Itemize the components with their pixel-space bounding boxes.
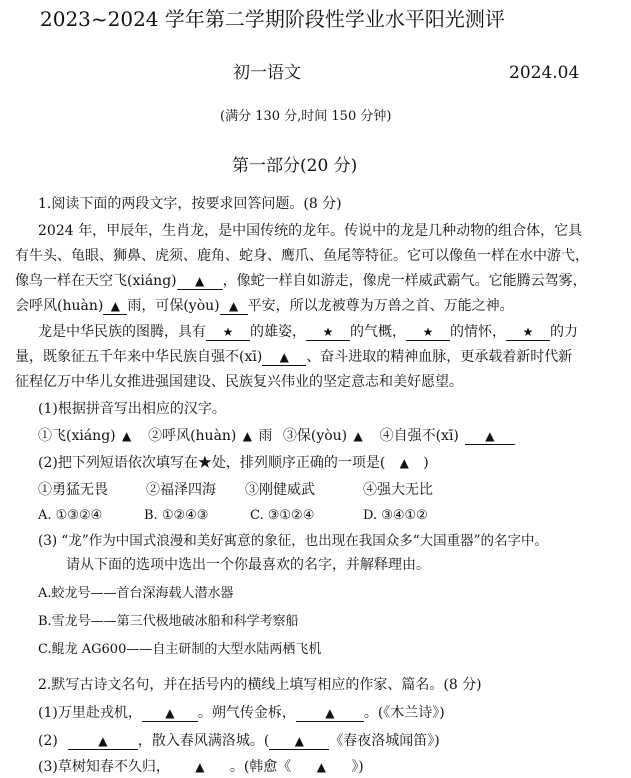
exam-title: 2023~2024 学年第二学期阶段性学业水平阳光测评 [40, 7, 505, 31]
text-span: 像鸟一样在天空飞(xiáng) [15, 273, 177, 289]
triangle-mark: ▲ [228, 299, 239, 313]
q1-para2-line3: 征程亿万中华儿女推进强国建设、民族复兴伟业的坚定意志和美好愿望。 [15, 374, 463, 390]
answer-blank[interactable] [465, 428, 515, 445]
text-span: 雨 [258, 428, 273, 444]
triangle-mark: ▲ [353, 429, 363, 443]
q1-para2-line1 [38, 322, 578, 342]
answer-blank[interactable] [206, 324, 250, 341]
exam-info: (满分 130 分,时间 150 分钟) [220, 109, 392, 124]
text-span: 。(《木兰诗》) [363, 705, 445, 721]
answer-blank[interactable] [296, 705, 364, 722]
q2-stem: 2.默写古诗文名句，并在括号内的横线上填写相应的作家、篇名。(8 分) [38, 677, 482, 693]
star-mark: ★ [522, 325, 534, 339]
star-mark: ★ [422, 325, 434, 339]
q2-line1 [38, 703, 445, 723]
q1-para1-line2: 有牛头、龟眼、狮鼻、虎须、鹿角、蛇身、鹰爪、鱼尾等特征。它可以像鱼一样在水中游弋， [15, 248, 589, 264]
triangle-mark: ▲ [165, 706, 175, 720]
q1-sub2-phrase-3: ③刚健威武 [245, 482, 315, 498]
q1-sub2-phrase-1: ①勇猛无畏 [38, 482, 108, 498]
text-span: 的情怀， [450, 324, 506, 340]
text-span: ，散入春风满洛城。( [137, 733, 270, 749]
q1-para2-line2 [15, 347, 572, 367]
answer-blank[interactable] [506, 324, 550, 341]
answer-blank[interactable] [142, 705, 198, 722]
subject-title: 初一语文 [233, 63, 301, 83]
triangle-mark: ▲ [110, 299, 120, 313]
text-span: 。(韩愈《 [229, 759, 292, 775]
triangle-mark: ▲ [195, 274, 205, 288]
text-span: 》) [351, 759, 364, 775]
text-span: (2)把下列短语依次填写在★处，排列顺序正确的一项是( [38, 455, 386, 471]
triangle-mark: ▲ [316, 760, 326, 774]
star-mark: ★ [222, 325, 234, 339]
triangle-mark: ▲ [294, 734, 304, 748]
q1-sub1-prompt: (1)根据拼音写出相应的汉字。 [38, 401, 226, 417]
text-span: 龙是中华民族的图腾，具有 [38, 324, 206, 340]
answer-blank[interactable] [116, 428, 138, 444]
q1-sub3-prompt-line1: (3) “龙”作为中国式浪漫和美好寓意的象征，也出现在我国众多“大国重器”的名字中。 [38, 533, 549, 549]
text-span: ②呼风(huàn) [148, 428, 237, 444]
text-span: 平安，所以龙被尊为万兽之首、万能之神。 [247, 298, 514, 314]
triangle-mark: ▲ [485, 429, 495, 443]
q1-para1-line4 [15, 296, 514, 316]
triangle-mark: ▲ [122, 429, 132, 443]
q1-sub2-phrase-4: ④强大无比 [363, 482, 433, 498]
q1-para1-line3 [15, 271, 587, 291]
text-span: 雨，可保(yòu) [127, 298, 220, 314]
triangle-mark: ▲ [325, 706, 335, 720]
q1-sub3-option-b[interactable]: B.雪龙号——第三代极地破冰船和科学考察船 [38, 614, 299, 629]
text-span: 。朔气传金柝， [197, 705, 296, 721]
text-span: (3)草树知春不久归， [38, 759, 170, 775]
q1-sub2-option-c[interactable]: C. ③①②④ [250, 508, 315, 523]
q1-sub3-option-a[interactable]: A.蛟龙号——首台深海载人潜水器 [38, 586, 234, 601]
q1-sub3-prompt-line2: 请从下面的选项中选出一个你最喜欢的名字，并解释理由。 [66, 557, 430, 573]
q1-sub2-phrase-2: ②福泽四海 [146, 482, 216, 498]
q1-sub3-option-c[interactable]: C.鲲龙 AG600——自主研制的大型水陆两栖飞机 [38, 642, 322, 657]
q1-para1-line1: 2024 年，甲辰年，生肖龙，是中国传统的龙年。传说中的龙是几种动物的组合体，它具 [38, 223, 583, 239]
exam-date: 2024.04 [509, 63, 580, 83]
answer-blank[interactable] [220, 298, 248, 315]
answer-blank[interactable] [103, 298, 127, 315]
answer-slot[interactable] [385, 453, 423, 473]
text-span: ) [423, 455, 429, 471]
text-span: ③保(yòu) [282, 428, 348, 444]
text-span: 《春夜洛城闻笛》) [329, 733, 440, 749]
text-span: ④自强不(xī) [379, 428, 459, 444]
answer-blank[interactable] [177, 273, 223, 290]
q1-sub2-option-a[interactable]: A. ①③②④ [38, 508, 103, 523]
answer-blank[interactable] [236, 428, 258, 444]
text-span: 会呼风(huàn) [15, 298, 104, 314]
answer-blank[interactable] [406, 324, 450, 341]
triangle-mark: ▲ [279, 350, 289, 364]
text-span: 、奋斗进取的精神血脉，更承载着新时代新 [306, 349, 573, 365]
answer-blank[interactable] [306, 324, 350, 341]
text-span: (1)万里赴戎机， [38, 705, 142, 721]
triangle-mark: ▲ [195, 760, 205, 774]
answer-slot[interactable] [291, 757, 351, 777]
answer-blank[interactable] [269, 733, 329, 750]
text-span: ①飞(xiáng) [38, 428, 116, 444]
q1-sub2-prompt [38, 453, 429, 473]
triangle-mark: ▲ [98, 734, 108, 748]
q1-sub2-option-b[interactable]: B. ①②④③ [144, 508, 209, 523]
text-span: 的气概， [350, 324, 406, 340]
q1-sub1-items [38, 426, 515, 446]
triangle-mark: ▲ [242, 429, 253, 443]
q2-line3 [38, 757, 364, 777]
q2-line2 [38, 731, 440, 751]
star-mark: ★ [322, 325, 334, 339]
q1-stem: 1.阅读下面的两段文字，按要求回答问题。(8 分) [38, 196, 342, 212]
answer-slot[interactable] [170, 757, 230, 777]
text-span: 量，既象征五千年来中华民族自强不(xī) [15, 349, 263, 365]
answer-blank[interactable] [347, 428, 369, 444]
answer-blank[interactable] [262, 349, 306, 366]
answer-blank[interactable] [68, 733, 138, 750]
text-span: ，像蛇一样自如游走，像虎一样威武霸气。它能腾云驾雾， [222, 273, 587, 289]
text-span: 的力 [550, 324, 578, 340]
part1-heading: 第一部分(20 分) [232, 156, 358, 176]
text-span: 的雄姿， [250, 324, 306, 340]
q1-sub2-option-d[interactable]: D. ③④①② [363, 508, 428, 523]
text-span: (2) [38, 733, 58, 749]
triangle-mark: ▲ [399, 456, 409, 470]
